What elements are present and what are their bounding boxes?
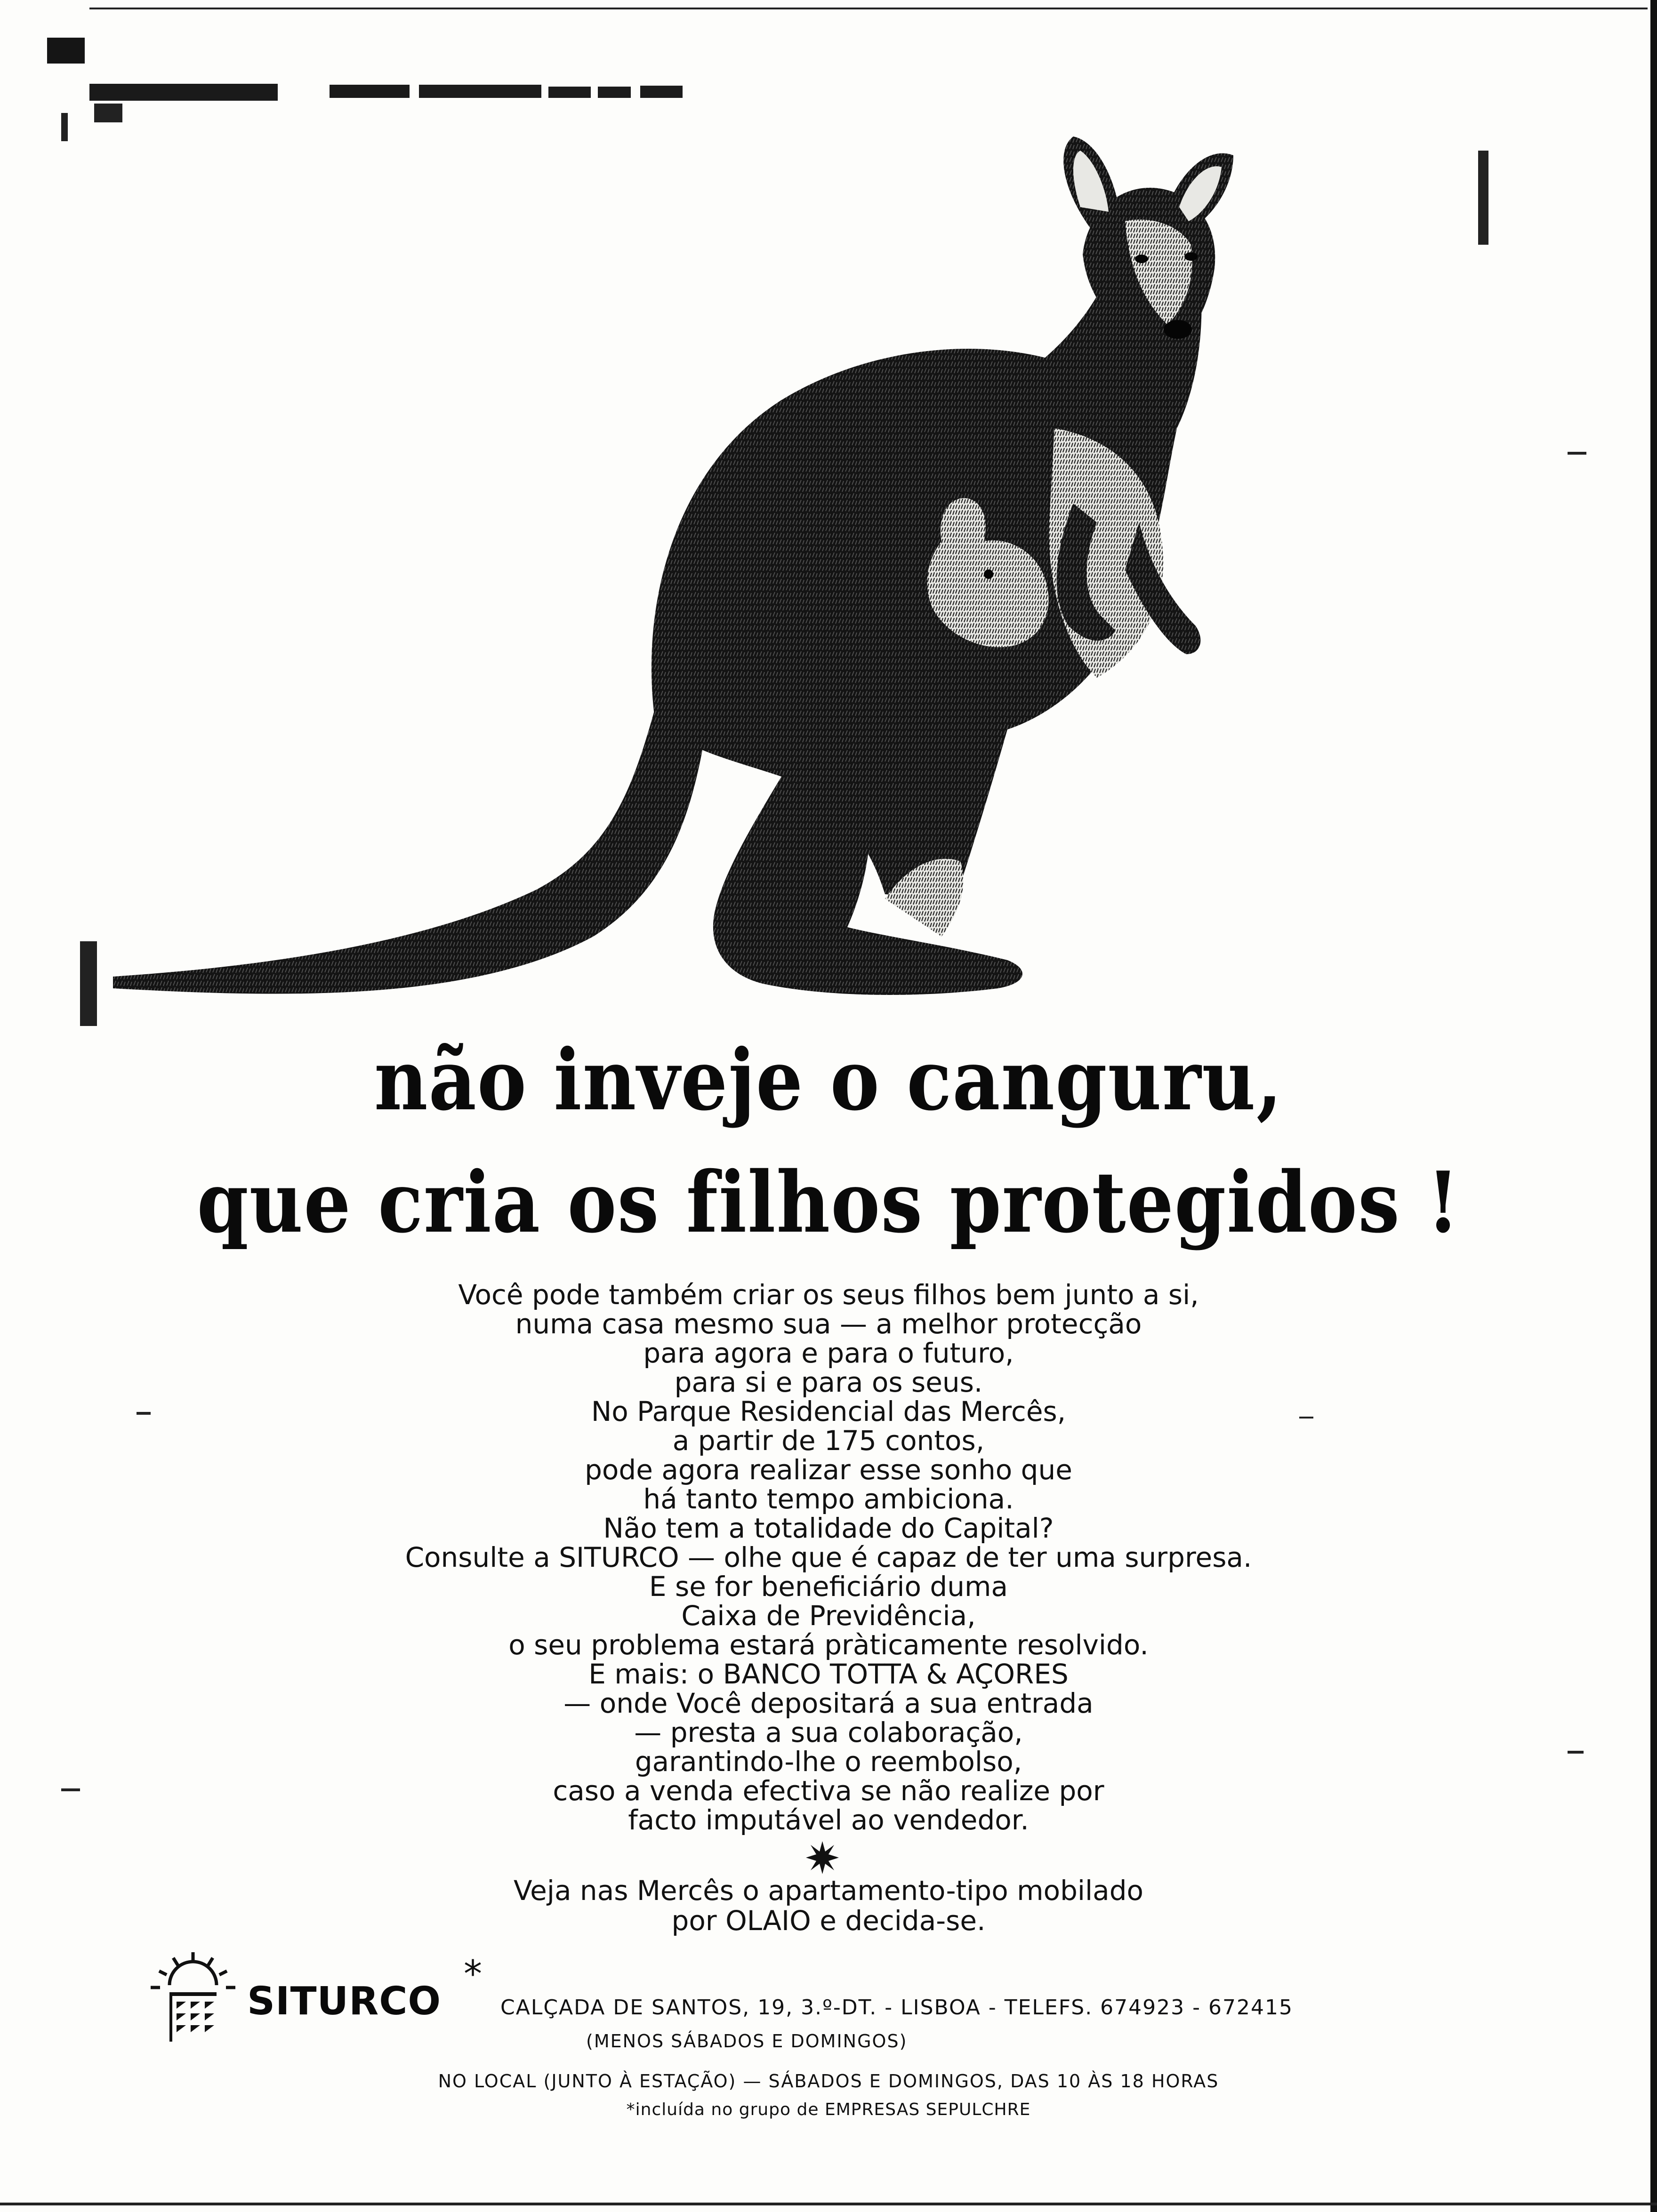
final-line: por OLAIO e decida-se.	[671, 1905, 986, 1937]
body-line: E se for beneficiário duma	[649, 1571, 1008, 1603]
body-line: para si e para os seus.	[674, 1366, 983, 1398]
body-line: pode agora realizar esse sonho que	[585, 1454, 1072, 1486]
body-line: Consulte a SITURCO — olhe que é capaz de ter uma surpresa.	[405, 1541, 1252, 1573]
brand-asterisk: *	[464, 1953, 482, 1996]
body-line: a partir de 175 contos,	[672, 1425, 985, 1457]
body-line: numa casa mesmo sua — a melhor protecção	[515, 1308, 1142, 1340]
speck	[137, 1412, 151, 1415]
body-line: E mais: o BANCO TOTTA & AÇORES	[588, 1658, 1069, 1690]
on-site-hours: NO LOCAL (JUNTO À ESTAÇÃO) — SÁBADOS E DOMINGOS, DAS 10 ÀS 18 HORAS	[438, 2071, 1219, 2092]
kangaroo-illustration	[113, 136, 1233, 1021]
final-line: Veja nas Mercês o apartamento-tipo mobilado	[513, 1875, 1144, 1907]
body-line: Você pode também criar os seus filhos bem junto a si,	[458, 1279, 1199, 1311]
speck	[61, 1788, 80, 1791]
siturco-sun-building-logo-icon	[151, 1948, 235, 2046]
speck	[1299, 1417, 1313, 1419]
speck	[80, 941, 97, 1026]
hours-note: (MENOS SÁBADOS E DOMINGOS)	[586, 2031, 908, 2052]
body-line: garantindo-lhe o reembolso,	[635, 1746, 1022, 1778]
final-copy	[0, 1875, 1657, 1936]
speck	[1478, 151, 1488, 245]
body-copy	[0, 1280, 1657, 1835]
speck	[61, 113, 68, 141]
brand-name: SITURCO	[247, 1979, 442, 2024]
body-line: — onde Você depositará a sua entrada	[563, 1687, 1094, 1719]
body-line: No Parque Residencial das Mercês,	[591, 1395, 1066, 1427]
frame-bottom-line	[0, 2203, 1657, 2205]
masthead-smudge-shapes	[42, 28, 701, 122]
headline-line-1: não inveje o canguru,	[374, 1031, 1283, 1129]
body-line: — presta a sua colaboração,	[634, 1716, 1023, 1748]
body-line: Caixa de Previdência,	[681, 1600, 976, 1632]
speck	[1568, 452, 1586, 455]
star-ornament-icon	[806, 1841, 839, 1874]
headline-line-2: que cria os filhos protegidos !	[197, 1153, 1460, 1251]
company-address: CALÇADA DE SANTOS, 19, 3.º-DT. - LISBOA - TELEFS. 674923 - 672415	[500, 1996, 1293, 2020]
group-footnote: *incluída no grupo de EMPRESAS SEPULCHRE	[626, 2100, 1031, 2119]
frame-top-line	[89, 8, 1648, 9]
body-line: caso a venda efectiva se não realize por	[553, 1775, 1104, 1807]
body-line: há tanto tempo ambiciona.	[643, 1483, 1014, 1515]
body-line: para agora e para o futuro,	[643, 1337, 1014, 1369]
body-line: Não tem a totalidade do Capital?	[603, 1512, 1054, 1544]
body-line: o seu problema estará pràticamente resolvido.	[508, 1629, 1149, 1661]
speck	[1568, 1751, 1584, 1754]
body-line: facto imputável ao vendedor.	[628, 1804, 1029, 1836]
